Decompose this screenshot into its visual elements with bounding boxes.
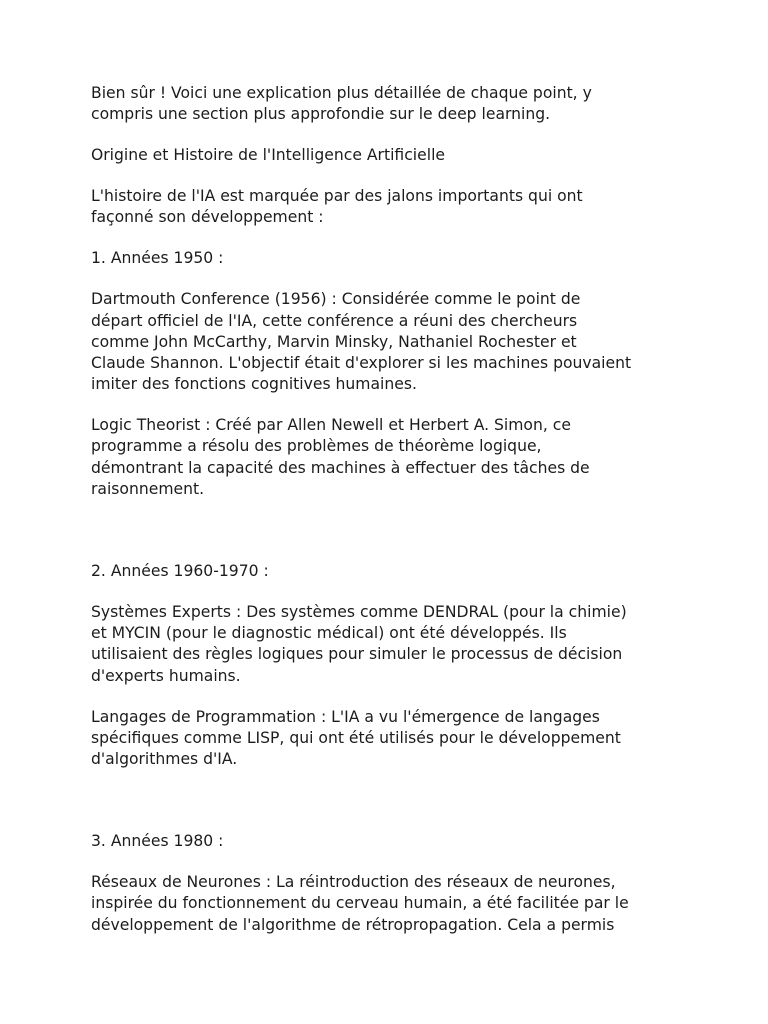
section-heading-1980: 3. Années 1980 : (91, 832, 224, 851)
paragraph-logic-theorist: Logic Theorist : Créé par Allen Newell et Herbert A. Simon, ce programme a résolu des problèmes de théorème logique, démontrant la capacité des machines à effectuer des tâches de raisonnement. (91, 416, 590, 498)
spacer (91, 395, 691, 415)
section-heading-1960-1970: 2. Années 1960-1970 : (91, 562, 269, 581)
paragraph-programming-languages: Langages de Programmation : L'IA a vu l'émergence de langages spécifiques comme LISP, qui ont été utilisés pour le développement d'algorithmes d'IA. (91, 707, 621, 769)
lead-paragraph: L'histoire de l'IA est marquée par des jalons importants qui ont façonné son développement : (91, 187, 583, 227)
document-title: Origine et Histoire de l'Intelligence Artificielle (91, 146, 445, 165)
spacer (91, 770, 691, 831)
spacer (91, 500, 691, 561)
spacer (91, 166, 691, 186)
spacer (91, 687, 691, 707)
paragraph-dartmouth: Dartmouth Conference (1956) : Considérée comme le point de départ officiel de l'IA, cette conférence a réuni des chercheurs comme John McCarthy, Marvin Minsky, Nathaniel Rochester et Claude Shannon. L'objectif était d'explorer si les machines pouvaient imiter des fonctions cognitives humaines. (91, 290, 632, 394)
spacer (91, 125, 691, 145)
paragraph-expert-systems: Systèmes Experts : Des systèmes comme DENDRAL (pour la chimie) et MYCIN (pour le diagnostic médical) ont été développés. Ils utilisaient des règles logiques pour simuler le processus de décision d'experts humains. (91, 603, 627, 685)
paragraph-neural-networks: Réseaux de Neurones : La réintroduction des réseaux de neurones, inspirée du fonctionnement du cerveau humain, a été facilitée par le développement de l'algorithme de rétropropagation. Cela a permis (91, 873, 629, 934)
document-page (91, 83, 691, 936)
section-heading-1950: 1. Années 1950 : (91, 249, 224, 268)
spacer (91, 229, 691, 249)
spacer (91, 582, 691, 602)
spacer (91, 270, 691, 290)
spacer (91, 852, 691, 872)
intro-paragraph: Bien sûr ! Voici une explication plus détaillée de chaque point, y compris une section plus approfondie sur le deep learning. (91, 84, 592, 124)
